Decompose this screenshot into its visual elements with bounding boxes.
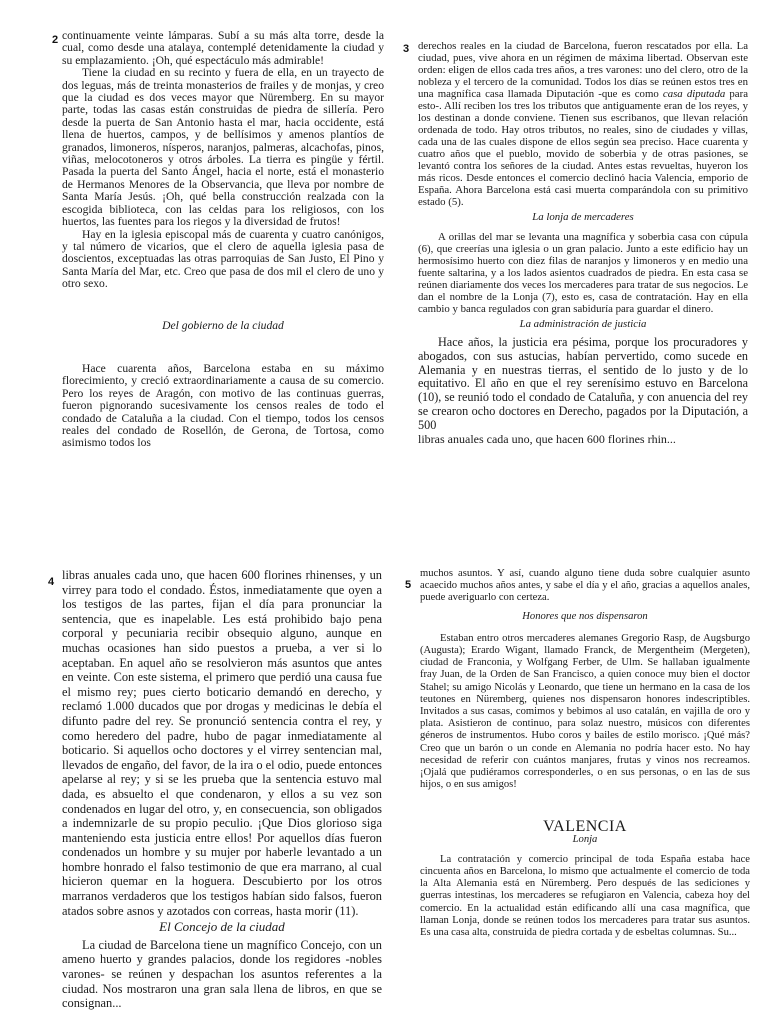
page-number: 2 xyxy=(52,34,59,46)
section-heading: La administración de justicia xyxy=(519,318,647,330)
cut-off-line: libras anuales cada uno, que hacen 600 florines rhin... xyxy=(418,431,676,446)
section-heading: La lonja de mercaderes xyxy=(532,211,634,223)
paragraph xyxy=(418,40,748,208)
section-heading: Lonja xyxy=(572,833,598,845)
paragraph: continuamente veinte lámparas. Subí a su más alta torre, desde la cual, como desde una atalaya, contemplé detenidamente la ciudad y su emplazamiento. ¡Oh, qué espectáculo más admirable! xyxy=(62,29,384,67)
text-column xyxy=(62,568,382,1011)
paragraph: muchos asuntos. Y así, cuando alguno tiene duda sobre cualquier asunto acaecido muchos años antes, y sabe el día y el año, gracias a aquellos anales, puede averiguarlo con certeza. xyxy=(420,568,750,604)
page-number: 5 xyxy=(405,579,412,591)
page-4 xyxy=(0,560,384,1024)
paragraph: La ciudad de Barcelona tiene un magnífico Concejo, con un ameno huerto y grandes palacios, donde los regidores -nobles varones- se reúnen y despachan los asuntos referentes a la ciudad. Nos mostraron una gran sala llena de libros, en que se consignan... xyxy=(62,937,382,1011)
page-3 xyxy=(384,0,768,528)
text-column xyxy=(420,568,750,939)
paragraph: A orillas del mar se levanta una magnífica y soberbia casa con cúpula (6), que creerías una iglesia o un gran palacio. Junto a este edificio hay un hermosísimo huerto con diez filas de naranjos y limoneros y en medio una fuente saltarina, y a los lados asientos cuadrados de piedra. En esta casa se reúnen diariamente dos veces los mercaderes para tratar de sus negocios. Le dan el nombre de la Lonja (7), esto es, casa de contratación. Hay en ella cambio y banca regulados con gran sabiduría para guardar el dinero. xyxy=(418,231,748,315)
section-heading: El Concejo de la ciudad xyxy=(159,919,285,935)
text-column xyxy=(418,40,748,446)
page-gap xyxy=(0,528,768,560)
section-heading: Honores que nos dispensaron xyxy=(522,610,648,622)
page-number: 3 xyxy=(403,43,410,55)
text-run: derechos reales en la ciudad de Barcelona, fueron rescatados por ella. La ciudad, pues, vive ahora en un régimen de máxima libertad. Observan este orden: eligen de ellos cada tres años, a tres varones: uno del clero, otro de la nobleza y el tercero de la comunidad. Todos los días se reúnen estos tres en una magnífica casa llamada Diputación -que es como xyxy=(418,40,748,100)
paragraph: Estaban entro otros mercaderes alemanes Gregorio Rasp, de Augsburgo (Augusta); Erardo Wigant, llamado Franck, de Mergentheim (Mergeten), ciudad de Franconia, y Wolfgang Ferber, de Ulm. Se hallaban igualmente fray Juan, de la Orden de San Francisco, a quien conoce muy bien el doctor Stahel; su amigo Nicolás y Leonardo, que tiene un hermano en la casa de los teutones en Nüremberg, quienes nos dispensaron honores indescriptibles. Invitados a sus casas, comimos y bebimos al uso catalán, en vajilla de oro y plata. Asistieron de continuo, para solaz nuestro, músicos con diferentes géneros de instrumentos. Hubo coros y bailes de estilo morisco. ¡Qué más? Creo que un barón o un conde en Alemania no podría hacer esto. No hay necesidad de referir con cuántos manjares, frutas y vinos nos recreamos. ¡Ojalá que pudiéramos corresponderles, o en sus personas, o en las de sus hijos, o en sus amigos! xyxy=(420,632,750,791)
paragraph: Tiene la ciudad en su recinto y fuera de ella, en un trayecto de dos leguas, más de treinta monasterios de frailes y de monjas, y creo que la ciudad es dos veces mayor que Nüremberg. En su mayor parte, todas las casas están construidas de piedra de sillería. Pero desde la puerta de San Antonio hasta el mar, hacia occidente, está llena de huertos, campos, y de bellísimos y amenos plantíos de granados, limoneros, nísperos, naranjos, palmeras, alcachofas, pinos, viñas, melocotoneros y otros árboles. La tierra es pingüe y fértil. Pasada la puerta del Santo Ángel, hacia el norte, está el monasterio de Hermanos Menores de la Observancia, que lleva por nombre de Santa María Jesús. ¡Oh, qué bella construcción realzada con la escogida biblioteca, con las celdas para los religiosos, con los huertos, las fuentes para los riegos y la diversidad de frutos! xyxy=(62,66,384,229)
text-column xyxy=(62,30,384,450)
page-5 xyxy=(384,560,768,1024)
page-number: 4 xyxy=(48,576,55,588)
city-heading: VALENCIA xyxy=(543,818,627,836)
paragraph: libras anuales cada uno, que hacen 600 florines rhinenses, y un virrey para todo el condado. Éstos, inmediatamente que oyen a los testigos de las partes, fijan el día para pronunciar la sentencia, que es inapelable. Les está prohibido bajo pena corporal y pecuniaria recibir obsequio alguno, aunque en muchas ocasiones han sido puestos a prueba, a ver si lo aceptaban. En aquel año se resolvieron más asuntos que antes en veinte. Con este sistema, el primero que perdió una causa fue el mismo rey; pues cierto boticario demandó en derecho, y reclamó 1.000 ducados que por drogas y medicinas le debía el difunto padre del rey. Se pronunció sentencia contra el rey, y como heredero del padre, hubo de pagar inmediatamente al boticario. Si aquellos ocho doctores y el virrey sentencian mal, llevados de engaño, del favor, de la ira o el odio, puede entonces apelarse al rey; y si se les prueba que la sentencia estuvo mal dada, es absuelto el que condenaron, y ellos a su vez son condenados en lugar del otro, y, en consecuencia, son obligados a indemnizarle de su propio peculio. ¡Que Dios glorioso siga manteniendo esta justicia entre ellos! Por aquellos días fueron condenados un hombre y su mujer por haberle levantado a un hombre honrado el falso testimonio de que era marrano, al cual hicieron quemar en la hoguera. Descubierto por los otros marranos verdaderos que los testigos habían sido falsos, fueron atados sobre asnos y azotados con correas, hasta morir (11). xyxy=(62,568,382,918)
paragraph: Hay en la iglesia episcopal más de cuarenta y cuatro canónigos, y tal número de vicarios, que el clero de aquella iglesia pasa de doscientos, exceptuadas las otras parroquias de San Justo, El Pino y Santa María del Mar, etc. Creo que pasa de dos mil el clero de uno y otro sexo. xyxy=(62,227,384,291)
paragraph: La contratación y comercio principal de toda España estaba hace cincuenta años en Barcelona, lo mismo que actualmente el comercio de toda la Alta Alemania está en Nüremberg. Pero después de las sediciones y guerras intestinas, los mercaderes se refugiaron en Valencia, cabeza hoy del comercio. En la actualidad están edificando allí una casa magnífica, que llaman Lonja, donde se reúnen todos los mercaderes para tratar sus asuntos. Es una casa alta, construida de piedra cortada y de esbeltas columnas. Su... xyxy=(420,853,750,939)
text-run: para esto-. Allí reciben los tres los tributos que antiguamente eran de los reyes, y los destinan a donde conviene. Tienen sus escribanos, que llevan relación ordenada de todo. Hay otros tributos, no reales, sino de ciudades y villas, cada una de las cuales dispone de ellos según sea preciso. Hace cuarenta y cuatro años que el pueblo, movido de soberbia y de otras pasiones, se levantó contra los señores de la ciudad. Antes estas revueltas, huyeron los más ricos. Desde entonces el comercio declinó hacia Valencia, emporio de España. Ahora Barcelona está casi muerta comparándola con su primitivo estado (5). xyxy=(418,88,748,208)
section-heading: Del gobierno de la ciudad xyxy=(162,318,284,332)
page-2 xyxy=(0,0,384,528)
paragraph: Hace cuarenta años, Barcelona estaba en su máximo florecimiento, y creció extraordinariamente a causa de su comercio. Pero los reyes de Aragón, con motivo de las continuas guerras, fueron pignorando sucesivamente los censos reales de todo el condado de Cataluña a la ciudad. Con el tiempo, todos los censos reales del condado de Rosellón, de Gerona, de Tortosa, como asimismo todos los xyxy=(62,361,384,450)
italic-term: casa diputada xyxy=(662,88,726,100)
paragraph: Hace años, la justicia era pésima, porque los procuradores y abogados, con sus astucias, habían pervertido, como sucede en Alemania y en nuestras tierras, el sentido de lo justo y de lo equitativo. El año en que el rey serenísimo estuvo en Barcelona (10), se reunió todo el condado de Cataluña, y con anuencia del rey se crearon ocho doctores en Derecho, pagados por la Diputación, a 500 xyxy=(418,335,748,432)
